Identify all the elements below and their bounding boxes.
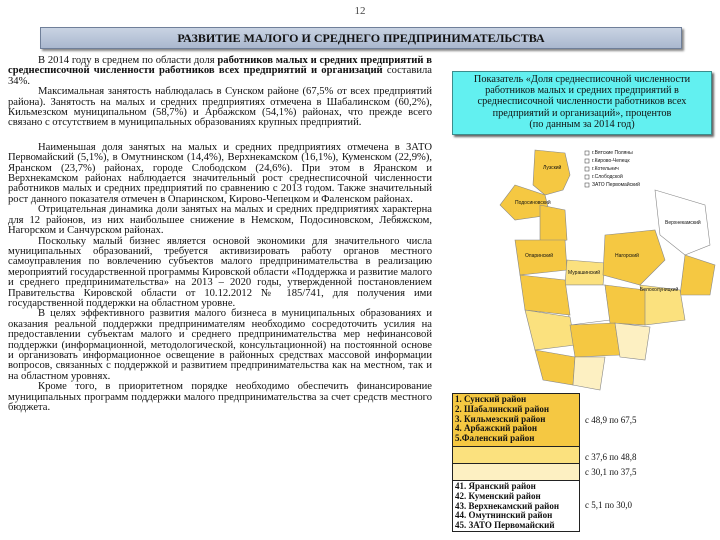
paragraph-3: Наименьшая доля занятых на малых и средних предприятиях отмечена в ЗАТО Первомайский (5,1%), в Омутнинском (14,4%), Верхнекамском (16,1%), Куменском (22,9%), Яранском (23,7%) районах, городе Слободском (24,6%). При этом в Яранском и Верхнекамском районах наблюдается значительный рост среднесписочной численности работников малых и средних предприятий по сравнению с 2013 годом. Также значительный рост данного показателя отмечен в Опаринском, Кирово-Чепецком и Фаленском районах. bbox=[8, 141, 432, 205]
range-label: с 48,9 по 67,5 bbox=[585, 415, 637, 425]
region-shape bbox=[533, 150, 570, 195]
legend-item: 4. Арбажский район bbox=[455, 423, 538, 434]
legend-item: 43. Верхнекамский район bbox=[455, 500, 560, 511]
paragraph-2: Максимальная занятость наблюдалась в Сунском районе (67,5% от всех предприятий района). Занятость на малых и средних предприятиях отмечена в Шабалинском (60,2%), Кильмезском муниципальном (58,7%) и Арбажском (54,1%) районах, что прежде всего связано с отсутствием в муниципальных образованиях крупных предприятий. bbox=[8, 86, 432, 129]
legend-group-lowest bbox=[453, 481, 579, 531]
map-legend-item: г.Вятские Поляны bbox=[592, 150, 633, 156]
region-shape bbox=[535, 350, 575, 385]
map-label: Опаринский bbox=[525, 253, 553, 259]
range-label: с 37,6 по 48,8 bbox=[585, 452, 637, 462]
indicator-box bbox=[452, 71, 712, 135]
map-label: Мурашинский bbox=[568, 270, 601, 276]
page-title: РАЗВИТИЕ МАЛОГО И СРЕДНЕГО ПРЕДПРИНИМАТЕЛЬСТВА bbox=[40, 27, 682, 49]
map-label: Подосиновский bbox=[515, 200, 551, 206]
map-legend-item: г.Слободской bbox=[592, 174, 623, 180]
region-shape bbox=[525, 310, 575, 350]
legend-item: 42. Куменский район bbox=[455, 490, 541, 501]
paragraph-1 bbox=[8, 56, 432, 87]
map-label: Белохолуницкий bbox=[640, 287, 679, 293]
map-legend-item: ЗАТО Первомайский bbox=[592, 182, 640, 188]
map-label: Нагорский bbox=[615, 253, 639, 259]
legend-item: 2. Шабалинский район bbox=[455, 403, 550, 414]
legend-item: 45. ЗАТО Первомайский bbox=[455, 520, 555, 531]
page-number: 12 bbox=[354, 5, 366, 17]
legend-group-low bbox=[453, 464, 579, 481]
map-legend-item: г.Котельнич bbox=[592, 166, 619, 172]
region-shape bbox=[570, 323, 620, 357]
paragraph-7: Кроме того, в приоритетном порядке необходимо обеспечить финансирование муниципальных программ поддержки малого предпринимательства за счет средств местного бюджета. bbox=[8, 381, 432, 413]
region-shape bbox=[680, 255, 715, 295]
indicator-period: (по данным за 2014 год) bbox=[529, 118, 635, 130]
range-label: с 30,1 по 37,5 bbox=[585, 467, 637, 477]
legend-item: 41. Яранский район bbox=[455, 481, 536, 491]
text: В 2014 году в среднем по области доля bbox=[38, 55, 218, 66]
range-label: с 5,1 по 30,0 bbox=[585, 500, 633, 510]
map-legend-item: г.Кирово-Чепецк bbox=[592, 158, 630, 164]
region-shape bbox=[540, 205, 567, 245]
region-map bbox=[455, 145, 720, 395]
legend-item: 1. Сунский район bbox=[455, 394, 527, 404]
map-legend-table bbox=[452, 393, 580, 532]
paragraph-6: В целях эффективного развития малого бизнеса в муниципальных образованиях и оказания реальной поддержки предпринимателям необходимо сосредоточить усилия на предоставлении субъектам малого и среднего предпринимательства мер нефинансовой поддержки (информационной, методологической, консультационной) на постоянной основе и организовать информационное освещение в районных средствах массовой информации вопросов, связанных с поддержкой и развитием предпринимательства как на местном, так и на областном уровнях. bbox=[8, 308, 432, 382]
map-label: Верхнекамский bbox=[665, 220, 701, 226]
legend-group-high bbox=[453, 394, 579, 447]
main-text bbox=[8, 56, 432, 413]
indicator-title: Показатель «Доля среднесписочной численности работников малых и средних предприятий в среднесписочной численности работников всех предприятий и организаций», процентов bbox=[473, 74, 691, 119]
region-shape bbox=[565, 285, 610, 325]
bold-text: работников малых и средних предприятий в среднесписочной численности работников всех предприятий и организаций bbox=[8, 55, 432, 77]
legend-item: 44. Омутнинский район bbox=[455, 510, 553, 521]
paragraph-5: Поскольку малый бизнес является основой экономики для значительного числа муниципальных образований, требуется активизировать работу органов местного самоуправления по вовлечению субъектов малого предпринимательства в реализацию мероприятий государственной программы Кировской области «Поддержка и развитие малого и среднего предпринимательства» на 2013 – 2020 годы, утвержденной постановлением Правительства Кировской области от 10.12.2012 № 185/741, для получения ими государственной поддержки на областном уровне. bbox=[8, 235, 432, 309]
paragraph-4: Отрицательная динамика доли занятых на малых и средних предприятиях характерна для 12 районов, из них наибольшее снижение в Немском, Подосиновском, Лебяжском, Нагорском и Санчурском районах. bbox=[8, 204, 432, 237]
legend-group-mid bbox=[453, 447, 579, 464]
legend-item: 3. Кильмезский район bbox=[455, 413, 546, 424]
text: составила 34%. bbox=[8, 65, 432, 87]
legend-item: 5.Фаленский район bbox=[455, 433, 535, 444]
region-shape bbox=[520, 275, 570, 315]
map-label: Лузский bbox=[543, 165, 562, 171]
region-shape bbox=[573, 357, 605, 390]
region-shape bbox=[605, 285, 645, 325]
region-shape bbox=[615, 323, 650, 360]
